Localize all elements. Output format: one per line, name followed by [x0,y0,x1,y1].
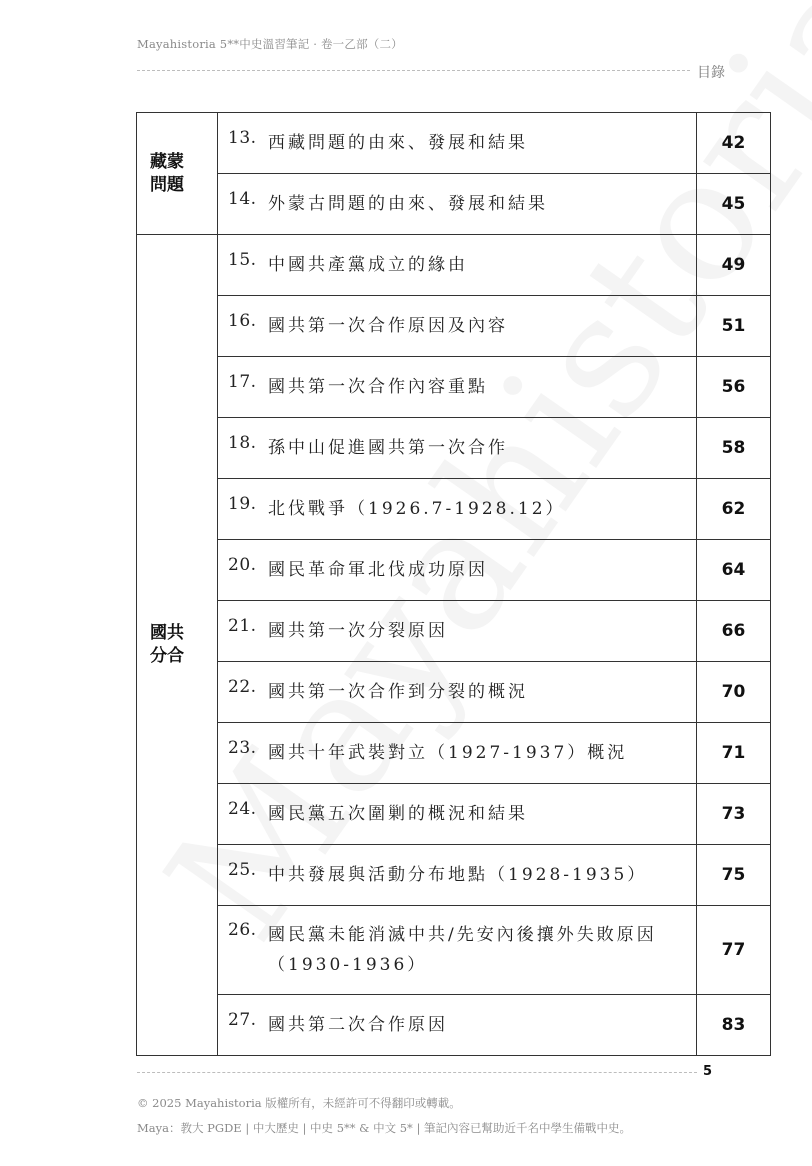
toc-topic [218,357,697,418]
author-bio: Maya：教大 PGDE | 中大歷史 | 中史 5** & 中文 5* | 筆記內容已幫助近千名中學生備戰中史。 [137,1121,631,1135]
toc-row [137,174,771,235]
toc-entry-title: 國民黨五次圍剿的概況和結果 [268,804,528,824]
toc-page-number: 64 [697,540,771,601]
page-number: 5 [703,1064,713,1079]
toc-page-number: 45 [697,174,771,235]
toc-page-number: 70 [697,662,771,723]
toc-entry-title: 國民革命軍北伐成功原因 [268,560,488,580]
toc-entry-title: 西藏問題的由來、發展和結果 [268,133,528,153]
toc-row [137,418,771,479]
toc-entry-title: 孫中山促進國共第一次合作 [268,438,508,458]
toc-row [137,479,771,540]
toc-topic [218,296,697,357]
toc-category [137,113,218,235]
toc-topic [218,418,697,479]
toc-page-number: 56 [697,357,771,418]
toc-entry-title: 國共第一次合作原因及內容 [268,316,508,336]
toc-entry-number: 14. [228,189,257,209]
toc-category-line: 藏蒙 [150,151,184,172]
toc-topic [218,784,697,845]
toc-topic [218,540,697,601]
header-divider [137,70,690,71]
toc-topic [218,479,697,540]
toc-entry-number: 21. [228,616,257,636]
toc-row [137,662,771,723]
toc-entry-title: 外蒙古問題的由來、發展和結果 [268,194,548,214]
toc-row [137,113,771,174]
header-title: Mayahistoria 5**中史溫習筆記 · 卷一乙部（二） [137,37,403,51]
toc-page-number: 49 [697,235,771,296]
toc-category-line: 國共 [150,623,184,643]
toc-entry-number: 22. [228,677,257,697]
toc-entry-title: 中國共產黨成立的緣由 [268,255,468,275]
toc-category [137,235,218,1056]
toc-topic [218,995,697,1056]
toc-page-number: 42 [697,113,771,174]
toc-topic [218,174,697,235]
toc-entry-title: 中共發展與活動分布地點（1928-1935） [268,865,648,885]
toc-page-number: 75 [697,845,771,906]
copyright-notice: © 2025 Mayahistoria 版權所有，未經許可不得翻印或轉載。 [137,1096,461,1110]
toc-entry-number: 19. [228,494,257,514]
toc-page-number: 71 [697,723,771,784]
toc-entry-number: 13. [228,128,257,148]
toc-entry-number: 26. [228,920,257,940]
toc-entry-title: 北伐戰爭（1926.7-1928.12） [268,499,566,519]
toc-category-line: 分合 [150,646,184,666]
toc-entry-title: 國共第二次合作原因 [268,1015,448,1035]
toc-row [137,723,771,784]
toc-entry-title: 國共第一次合作內容重點 [268,377,488,397]
toc-entry-number: 24. [228,799,257,819]
footer-divider [137,1072,697,1073]
toc-row [137,601,771,662]
section-label: 目錄 [697,65,725,81]
toc-row [137,235,771,296]
toc-topic [218,845,697,906]
toc-entry-title: 國民黨未能消滅中共/先安內後攘外失敗原因（1930-1936） [268,925,657,975]
toc-page-number: 83 [697,995,771,1056]
toc-page-number: 66 [697,601,771,662]
toc-table [136,112,771,1056]
toc-entry-number: 25. [228,860,257,880]
toc-page-number: 77 [697,906,771,995]
toc-row [137,784,771,845]
toc-row [137,357,771,418]
toc-topic [218,723,697,784]
toc-page-number: 73 [697,784,771,845]
toc-topic [218,113,697,174]
toc-entry-number: 16. [228,311,257,331]
toc-row [137,296,771,357]
toc-topic [218,235,697,296]
toc-entry-title: 國共第一次分裂原因 [268,621,448,641]
toc-topic [218,662,697,723]
toc-entry-title: 國共第一次合作到分裂的概況 [268,682,528,702]
toc-category-line: 問題 [150,174,184,195]
toc-entry-number: 20. [228,555,257,575]
toc-topic [218,906,697,995]
toc-entry-title: 國共十年武裝對立（1927-1937）概況 [268,743,628,763]
toc-row [137,540,771,601]
toc-page-number: 62 [697,479,771,540]
toc-row [137,906,771,995]
toc-entry-number: 27. [228,1010,257,1030]
toc-row [137,845,771,906]
toc-topic [218,601,697,662]
toc-entry-number: 18. [228,433,257,453]
toc-row [137,995,771,1056]
toc-page-number: 58 [697,418,771,479]
toc-page-number: 51 [697,296,771,357]
toc-entry-number: 23. [228,738,257,758]
toc-entry-number: 17. [228,372,257,392]
toc-entry-number: 15. [228,250,257,270]
